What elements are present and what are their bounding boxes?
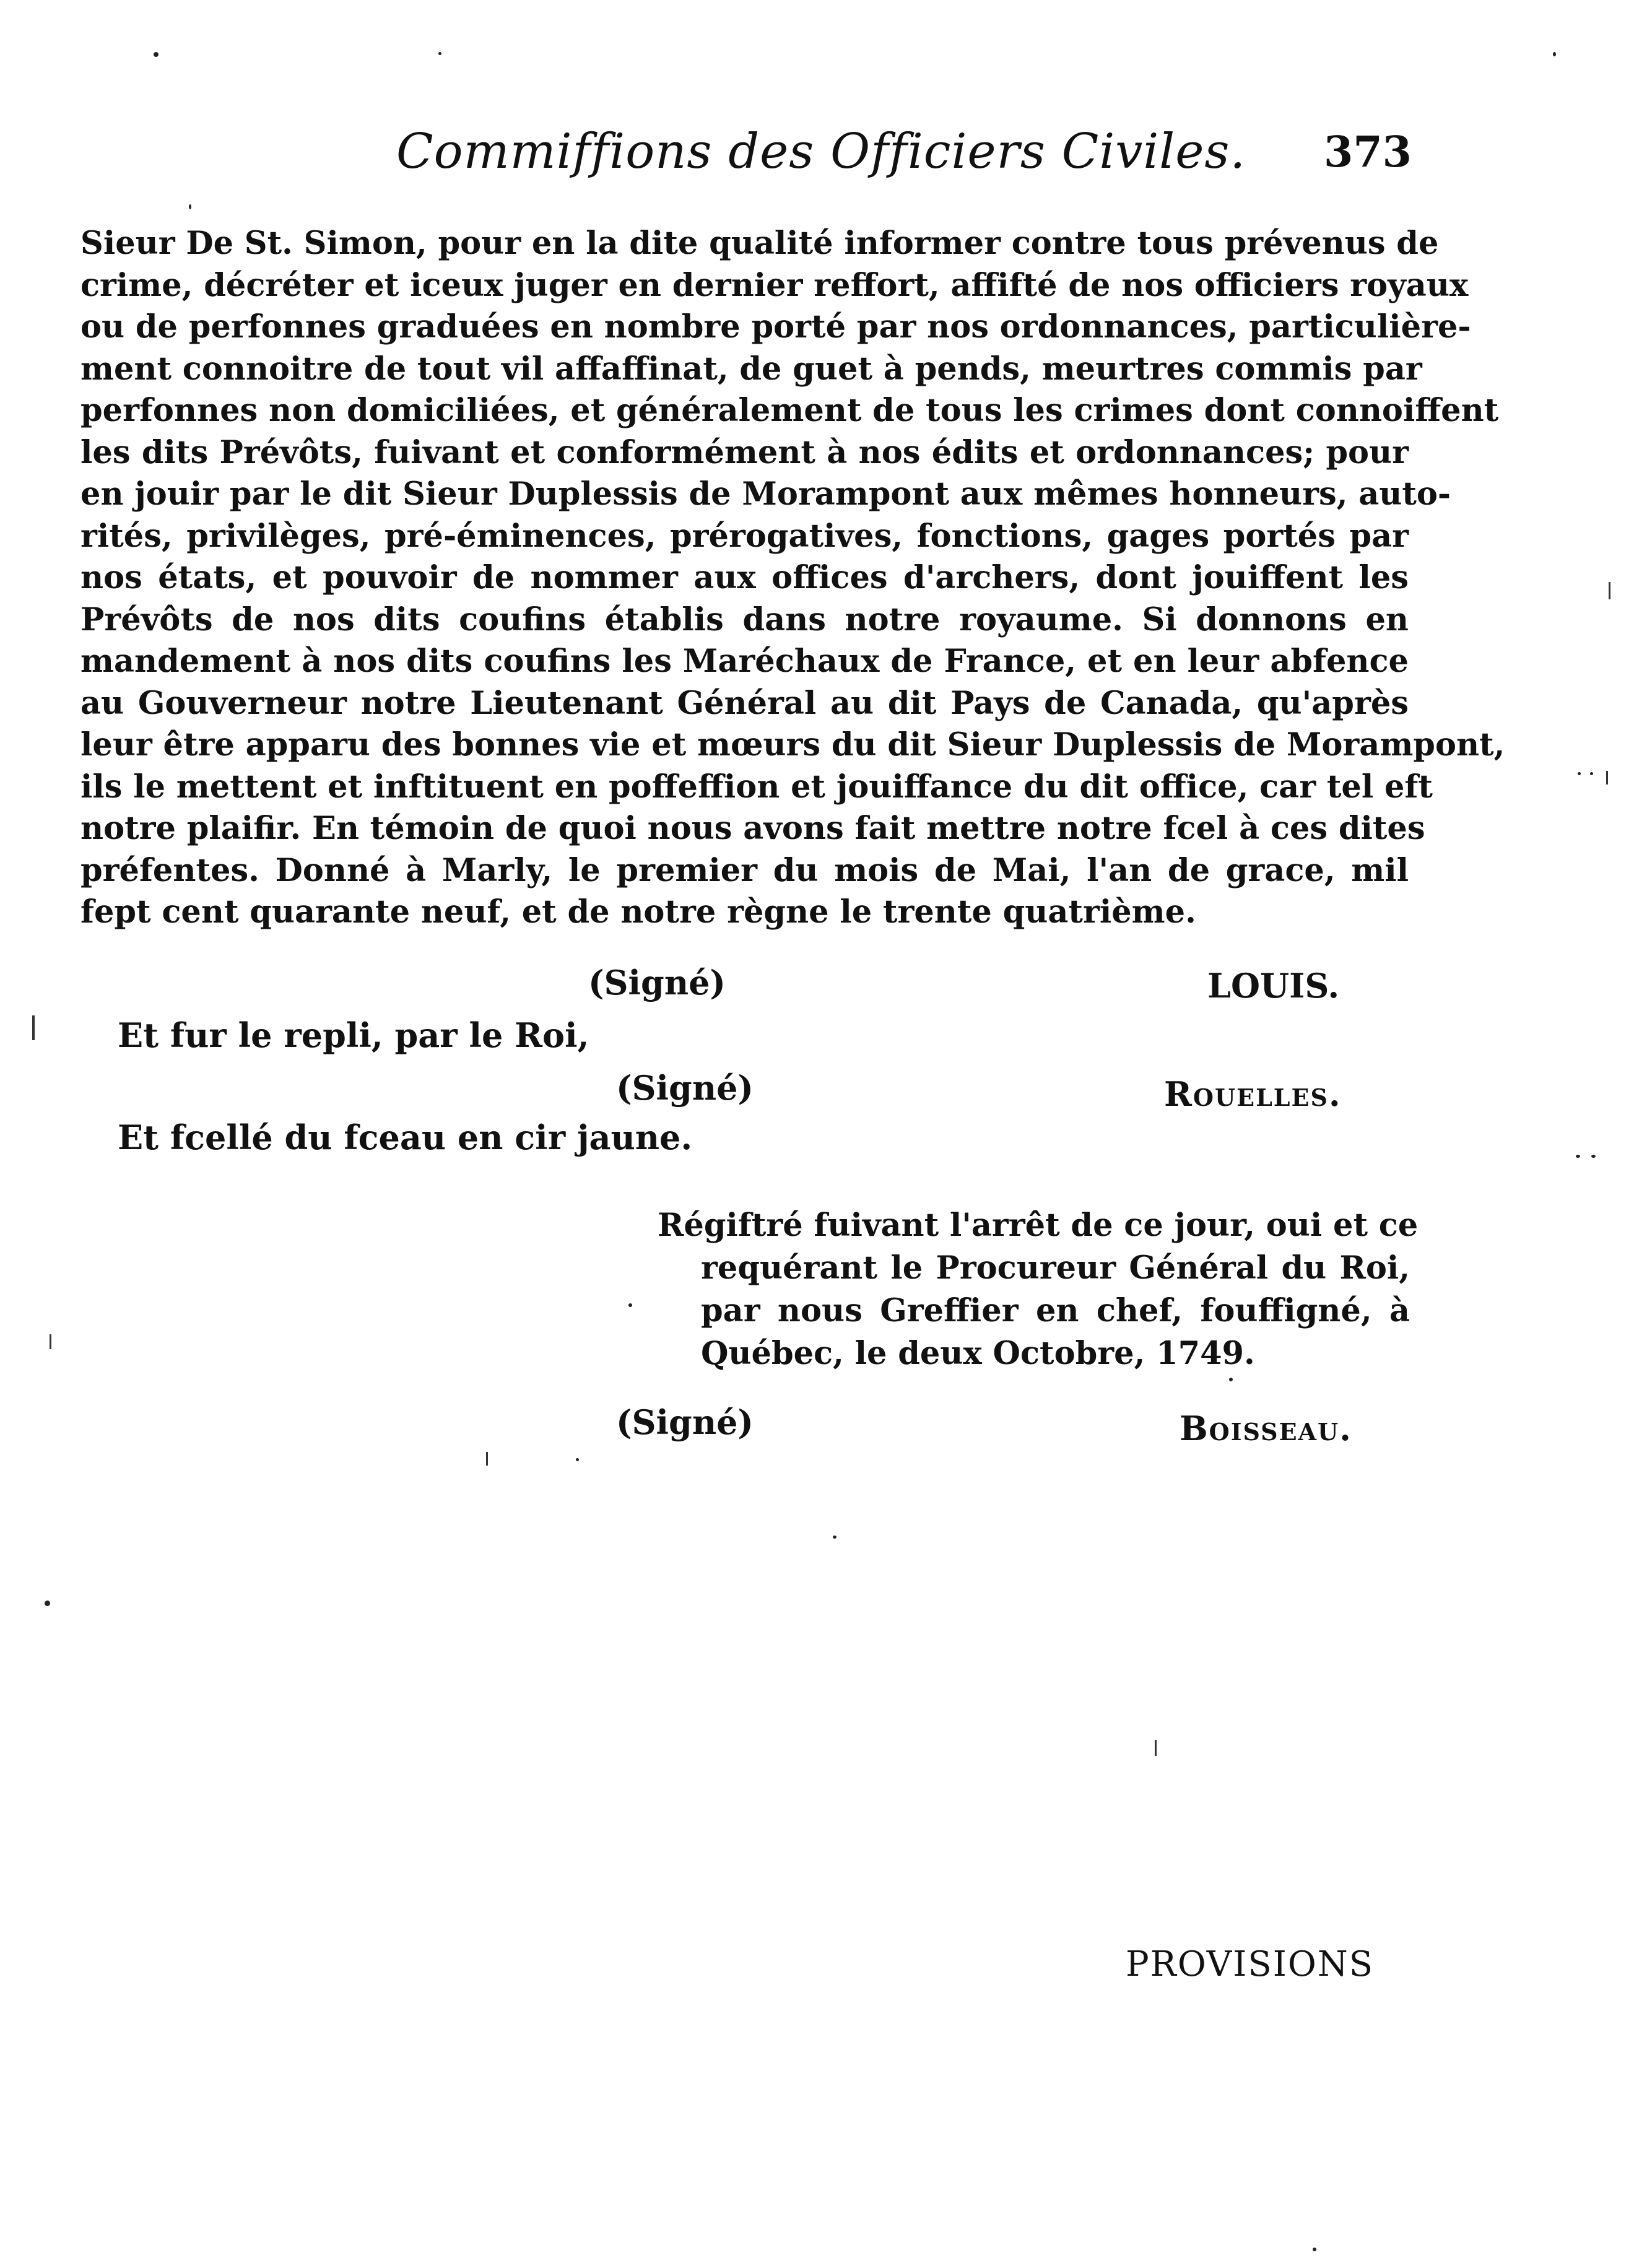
scan-speck (1578, 772, 1581, 775)
scan-speck (1606, 771, 1608, 784)
scan-speck (50, 1334, 51, 1349)
body-line: rités, privilèges, pré-éminences, prérogatives, fonctions, gages portés par (80, 517, 1409, 555)
scan-speck (1609, 582, 1610, 599)
scan-speck (438, 52, 441, 55)
registry-note (658, 1204, 1419, 1375)
scan-speck (1155, 1740, 1157, 1756)
body-line: notre plaifir. En témoin de quoi nous avons fait mettre notre fcel à ces dites (80, 810, 1425, 847)
scan-speck (1591, 1155, 1596, 1158)
scan-speck (576, 1458, 579, 1461)
scan-speck (628, 1303, 632, 1307)
registry-line: par nous Greffier en chef, fouffigné, à (701, 1292, 1410, 1329)
signe-label: (Signé) (588, 963, 726, 1002)
signature-boisseau: Boisseau. (1180, 1409, 1352, 1448)
body-line: fept cent quarante neuf, et de notre règne le trente quatrième. (80, 893, 1196, 931)
sceau-line: Et fcellé du fceau en cir jaune. (118, 1118, 693, 1157)
running-head (396, 124, 1412, 192)
catchword: PROVISIONS (1126, 1944, 1375, 1984)
body-paragraph (80, 223, 1505, 934)
scan-speck (1229, 1378, 1233, 1381)
scan-speck (1553, 52, 1556, 56)
registry-line: Québec, le deux Octobre, 1749. (701, 1335, 1255, 1372)
page-number: 373 (1324, 128, 1412, 177)
body-line: ment connoitre de tout vil affaffinat, de guet à pends, meurtres commis par (80, 350, 1422, 388)
body-line: mandement à nos dits coufins les Maréchaux de France, et en leur abfence (80, 643, 1409, 680)
scan-speck (189, 204, 191, 209)
body-line: crime, décréter et iceux juger en dernier reffort, affifté de nos officiers royaux (80, 266, 1469, 304)
scan-speck (32, 1015, 35, 1040)
signature-rouelles: Rouelles. (1164, 1074, 1342, 1114)
scan-speck (154, 52, 159, 57)
scan-speck (1313, 2248, 1316, 2251)
body-line: leur être apparu des bonnes vie et mœurs du dit Sieur Duplessis de Morampont, (80, 726, 1505, 763)
body-line: perfonnes non domiciliées, et généralement de tous les crimes dont connoiffent (80, 392, 1499, 429)
body-line: Sieur De St. Simon, pour en la dite qualité informer contre tous prévenus de (80, 225, 1439, 262)
scan-speck (486, 1452, 488, 1466)
body-line: préfentes. Donné à Marly, le premier du mois de Mai, l'an de grace, mil (80, 851, 1409, 889)
signature-louis: LOUIS. (1207, 966, 1340, 1006)
scan-speck (1576, 1155, 1580, 1158)
body-line: ou de perfonnes graduées en nombre porté par nos ordonnances, particulière- (80, 308, 1471, 345)
signe-label: (Signé) (616, 1402, 754, 1442)
registry-line: Régiftré fuivant l'arrêt de ce jour, oui et ce (658, 1207, 1419, 1244)
body-line: en jouir par le dit Sieur Duplessis de Morampont aux mêmes honneurs, auto- (80, 476, 1451, 513)
scan-speck (833, 1536, 837, 1539)
body-line: les dits Prévôts, fuivant et conformément à nos édits et ordonnances; pour (80, 433, 1409, 471)
scan-speck (45, 1601, 50, 1606)
body-line: Prévôts de nos dits coufins établis dans notre royaume. Si donnons en (80, 601, 1409, 638)
repli-line: Et fur le repli, par le Roi, (118, 1015, 589, 1055)
body-line: au Gouverneur notre Lieutenant Général au dit Pays de Canada, qu'après (80, 684, 1409, 722)
running-title: Commiffions des Officiers Civiles. (396, 124, 1246, 180)
signe-label: (Signé) (616, 1068, 754, 1108)
scan-speck (1590, 772, 1593, 775)
body-line: nos états, et pouvoir de nommer aux offices d'archers, dont jouiffent les (80, 559, 1409, 596)
registry-line: requérant le Procureur Général du Roi, (701, 1249, 1410, 1287)
body-line: ils le mettent et inftituent en poffeffion et jouiffance du dit office, car tel eft (80, 768, 1433, 806)
